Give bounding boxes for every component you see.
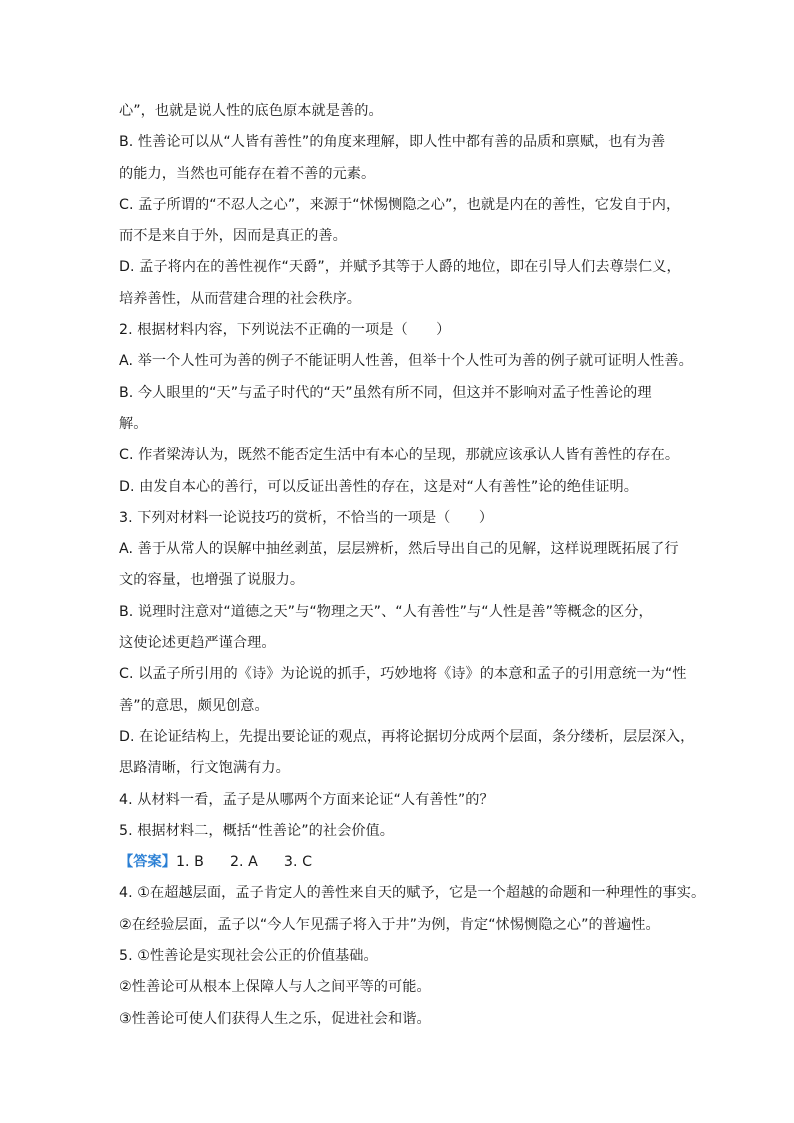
answer-2: 2. A (229, 854, 258, 871)
option-d-line: D. 由发自本心的善行，可以反证出善性的存在，这是对“人有善性”论的绝佳证明。 (119, 478, 638, 495)
answer-5-line: 5. ①性善论是实现社会公正的价值基础。 (119, 948, 378, 965)
option-a-line: A. 善于从常人的误解中抽丝剥茧，层层辨析，然后导出自己的见解，这样说理既拓展了行 (119, 541, 679, 558)
question-4: 4. 从材料一看，孟子是从哪两个方面来论证“人有善性”的？ (119, 791, 494, 808)
question-5: 5. 根据材料二，概括“性善论”的社会价值。 (119, 822, 395, 839)
text-line: 思路清晰，行文饱满有力。 (119, 760, 290, 777)
option-c-line: C. 孟子所谓的“不忍人之心”，来源于“怵惕恻隐之心”，也就是内在的善性，它发自于内， (119, 196, 681, 213)
option-c-line: C. 作者梁涛认为，既然不能否定生活中有本心的呈现，那就应该承认人皆有善性的存在。 (119, 447, 680, 464)
answer-5-line: ②性善论可从根本上保障人与人之间平等的可能。 (119, 979, 431, 996)
text-line: 善”的意思，颇见创意。 (119, 697, 269, 714)
text-line: 而不是来自于外，因而是真正的善。 (119, 228, 347, 245)
option-d-line: D. 在论证结构上，先提出要论证的观点，再将论据切分成两个层面，条分缕析，层层深入， (119, 728, 695, 745)
question-2: 2. 根据材料内容，下列说法不正确的一项是（ ） (119, 322, 451, 339)
answer-3: 3. C (283, 854, 313, 871)
text-line: 的能力，当然也可能存在着不善的元素。 (119, 165, 376, 182)
text-line: 这使论述更趋严谨合理。 (119, 635, 276, 652)
option-b-line: B. 今人眼里的“天”与孟子时代的“天”虽然有所不同，但这并不影响对孟子性善论的理 (119, 384, 652, 401)
answer-1: 1. B (175, 854, 204, 871)
text-line: 培养善性，从而营建合理的社会秩序。 (119, 290, 362, 307)
document-page (119, 96, 706, 1035)
option-a-line: A. 举一个人性可为善的例子不能证明人性善，但举十个人性可为善的例子就可证明人性善。 (119, 353, 693, 370)
text-line: 文的容量，也增强了说服力。 (119, 572, 305, 589)
answer-5-line: ③性善论可使人们获得人生之乐，促进社会和谐。 (119, 1010, 431, 1027)
text-line: 解。 (119, 415, 148, 432)
option-b-line: B. 说理时注意对“道德之天”与“物理之天”、“人有善性”与“人性是善”等概念的区分， (119, 603, 653, 620)
option-d-line: D. 孟子将内在的善性视作“天爵”，并赋予其等于人爵的地位，即在引导人们去尊崇仁义， (119, 259, 681, 276)
option-b-line: B. 性善论可以从“人皆有善性”的角度来理解，即人性中都有善的品质和禀赋，也有为善 (119, 134, 666, 151)
answer-4-line: ②在经验层面，孟子以“今人乍见孺子将入于井”为例，肯定“怵惕恻隐之心”的普遍性。 (119, 916, 660, 933)
question-3: 3. 下列对材料一论说技巧的赏析，不恰当的一项是（ ） (119, 509, 494, 526)
text-line: 心”，也就是说人性的底色原本就是善的。 (119, 103, 383, 119)
answer-4-line: 4. ①在超越层面，孟子肯定人的善性来自天的赋予，它是一个超越的命题和一种理性的事实。 (119, 885, 706, 902)
answer-line (119, 847, 679, 878)
answer-tag: 【答案】 (119, 854, 176, 871)
option-c-line: C. 以孟子所引用的《诗》为论说的抓手，巧妙地将《诗》的本意和孟子的引用意统一为“性 (119, 666, 687, 683)
